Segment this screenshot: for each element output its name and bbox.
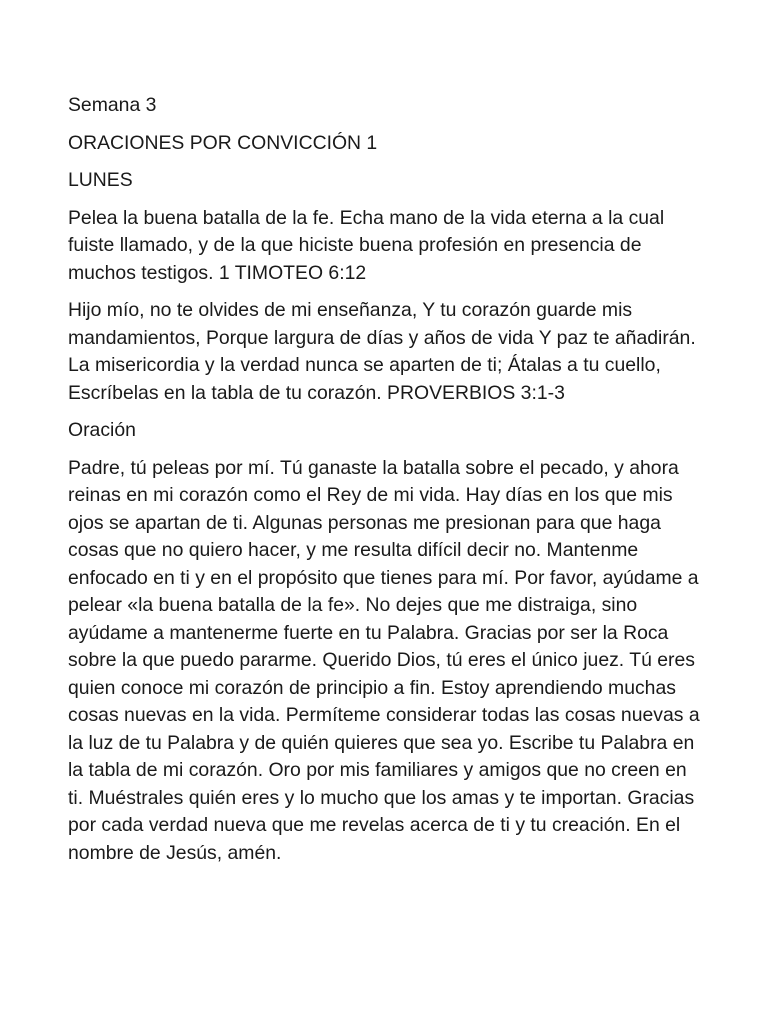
day-label: LUNES xyxy=(68,169,133,191)
verse-paragraph-2: Hijo mío, no te olvides de mi enseñanza, Y tu corazón guarde mis mandamientos, Porque largura de días y años de vida Y paz te añadirán. La misericordia y la verdad nunca se aparten de ti; Átalas a tu cuello, Escríbelas en la tabla de tu corazón. PROVERBIOS 3:1-3 xyxy=(68,299,696,404)
document-body xyxy=(68,92,700,877)
prayer-paragraph: Padre, tú peleas por mí. Tú ganaste la batalla sobre el pecado, y ahora reinas en mi corazón como el Rey de mi vida. Hay días en los que mis ojos se apartan de ti. Algunas personas me presionan para que haga cosas que no quiero hacer, y me resulta difícil decir no. Mantenme enfocado en ti y en el propósito que tienes para mí. Por favor, ayúdame a pelear «la buena batalla de la fe». No dejes que me distraiga, sino ayúdame a mantenerme fuerte en tu Palabra. Gracias por ser la Roca sobre la que puedo pararme. Querido Dios, tú eres el único juez. Tú eres quien conoce mi corazón de principio a fin. Estoy aprendiendo muchas cosas nuevas en la vida. Permíteme considerar todas las cosas nuevas a la luz de tu Palabra y de quién quieres que sea yo. Escribe tu Palabra en la tabla de mi corazón. Oro por mis familiares y amigos que no creen en ti. Muéstrales quién eres y lo mucho que los amas y te importan. Gracias por cada verdad nueva que me revelas acerca de ti y tu creación. En el nombre de Jesús, amén. xyxy=(68,456,700,864)
document-title: ORACIONES POR CONVICCIÓN 1 xyxy=(68,131,378,154)
prayer-heading: Oración xyxy=(68,419,136,441)
verse-paragraph-1: Pelea la buena batalla de la fe. Echa mano de la vida eterna a la cual fuiste llamado, y de la que hiciste buena profesión en presencia de muchos testigos. 1 TIMOTEO 6:12 xyxy=(68,206,665,284)
week-label: Semana 3 xyxy=(68,94,157,116)
